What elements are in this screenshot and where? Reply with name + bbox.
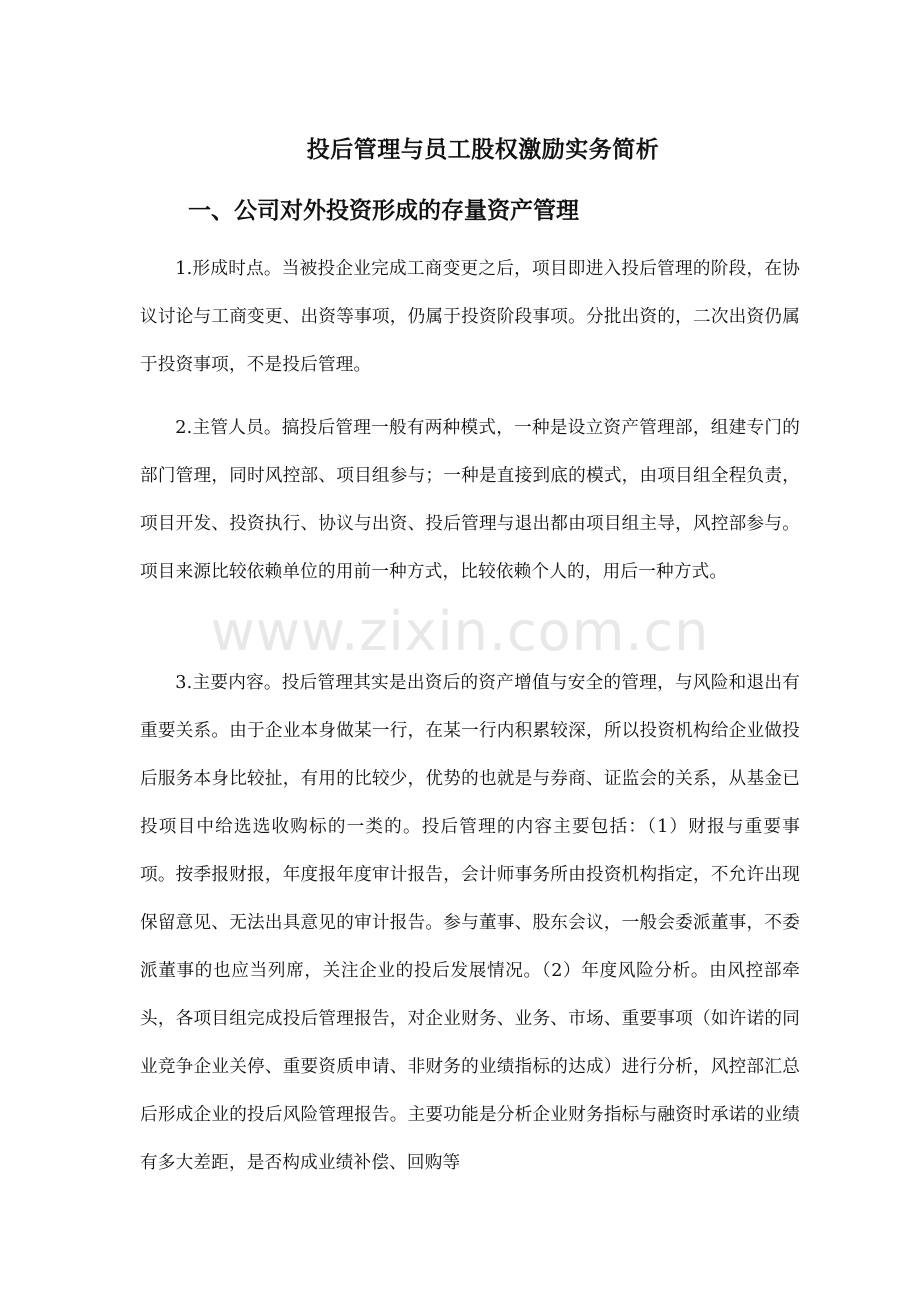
paragraph-main-content: 3.主要内容。投后管理其实是出资后的资产增值与安全的管理，与风险和退出有重要关系。由于企业本身做某一行，在某一行内积累较深，所以投资机构给企业做投后服务本身比较扯，有用的比较少，优势的也就是与券商、证监会的关系，从基金已投项目中给选选收购标的一类的。投后管理的内容主要包括：（1）财报与重要事项。按季报财报，年度报年度审计报告，会计师事务所由投资机构指定，不允许出现保留意见、无法出具意见的审计报告。参与董事、股东会议，一般会委派董事，不委派董事的也应当列席，关注企业的投后发展情况。（2）年度风险分析。由风控部牵头，各项目组完成投后管理报告，对企业财务、业务、市场、重要事项（如许诺的同业竞争企业关停、重要资质申请、非财务的业绩指标的达成）进行分析，风控部汇总后形成企业的投后风险管理报告。主要功能是分析企业财务指标与融资时承诺的业绩有多大差距，是否构成业绩补偿、回购等 bbox=[140, 673, 800, 1173]
paragraph-responsible-personnel: 2.主管人员。搞投后管理一般有两种模式，一种是设立资产管理部，组建专门的部门管理，同时风控部、项目组参与；一种是直接到底的模式，由项目组全程负责，项目开发、投资执行、协议与出资、投后管理与退出都由项目组主导，风控部参与。项目来源比较依赖单位的用前一种方式，比较依赖个人的，用后一种方式。 bbox=[140, 418, 800, 582]
paragraph-formation-time: 1.形成时点。当被投企业完成工商变更之后，项目即进入投后管理的阶段，在协议讨论与工商变更、出资等事项，仍属于投资阶段事项。分批出资的，二次出资仍属于投资事项，不是投后管理。 bbox=[140, 259, 800, 375]
watermark-text: www.zixin.com.cn bbox=[210, 600, 710, 663]
section-heading: 一、公司对外投资形成的存量资产管理 bbox=[188, 198, 579, 224]
document-title: 投后管理与员工股权激励实务简析 bbox=[306, 137, 660, 163]
